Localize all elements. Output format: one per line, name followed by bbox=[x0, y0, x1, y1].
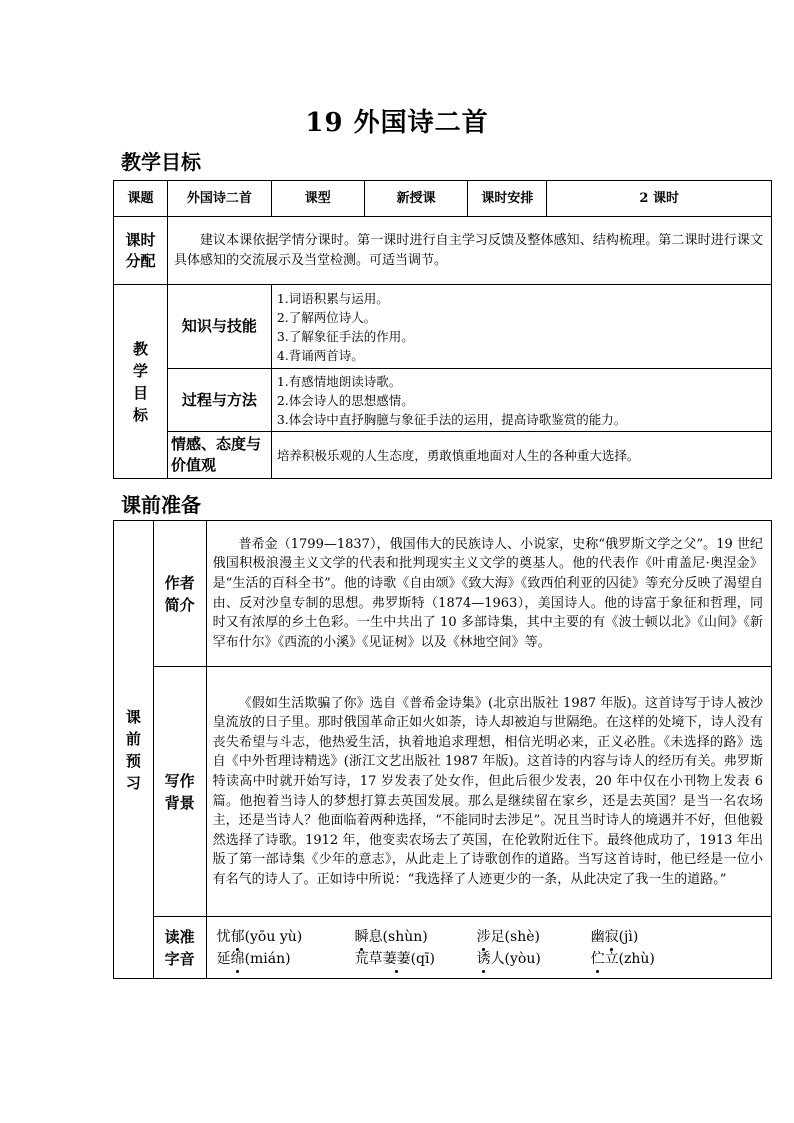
pronunciation-item: 延绵(mián) bbox=[217, 948, 355, 970]
pronunciation-item: 幽寂(jì) bbox=[591, 926, 711, 948]
value-schedule: 2 课时 bbox=[547, 181, 772, 217]
knowledge-item: 1.词语积累与运用。 bbox=[276, 290, 389, 306]
period-allocation-text: 建议本课依据学情分课时。第一课时进行自主学习反馈及整体感知、结构梳理。第二课时进行课文具体感知的交流展示及当堂检测。可适当调节。 bbox=[173, 232, 763, 268]
pronunciation-item: 伫立(zhù) bbox=[591, 948, 711, 970]
label-author bbox=[153, 521, 206, 667]
pronunciation-item: 忧郁(yōu yù) bbox=[217, 926, 355, 948]
label-emotion bbox=[167, 432, 271, 479]
pronunciation-label-text: 读准字音 bbox=[164, 927, 195, 968]
background-label-text: 写作背景 bbox=[164, 771, 195, 812]
background-text: 《假如生活欺骗了你》选自《普希金诗集》(北京出版社 1987 年版)。这首诗写于诗人被沙皇流放的日子里。那时俄国革命正如火如荼，诗人却被迫与世隔绝。在这样的处境下，诗人没有丧失希望与斗志，他热爱生活，执着地追求理想，相信光明必来，正义必胜。《未选择的路》选自《中外哲理诗精选》(浙江文艺出版社 1987 年版)。这首诗的内容与诗人的经历有关。弗罗斯特读高中时就开始写诗，17 岁发表了处女作，但此后很少发表，20 年中仅在小刊物上发表 6 篇。他抱着当诗人的梦想打算去英国发展。那么是继续留在家乡，还是去英国？是当一名农场主，还是当诗人？他面临着两种选择，“不能同时去涉足”。况且当时诗人的境遇并不好，但他毅然选择了诗歌。1912 年，他变卖农场去了英国，在伦敦附近住下。最终他成功了，1913 年出版了第一部诗集《少年的意志》，从此走上了诗歌创作的道路。当写这首诗时，他已经是一位小有名气的诗人了。正如诗中所说：“我选择了人迹更少的一条，从此决定了我一生的道路。” bbox=[212, 695, 763, 887]
period-allocation-cell bbox=[167, 217, 771, 285]
pronunciation-list bbox=[207, 926, 771, 970]
emotion-cell bbox=[271, 432, 771, 479]
label-preview bbox=[114, 521, 154, 979]
document-title: 19 外国诗二首 bbox=[305, 108, 489, 138]
process-list bbox=[271, 369, 771, 432]
label-knowledge: 知识与技能 bbox=[167, 285, 271, 369]
section-heading-prep: 课前准备 bbox=[121, 493, 201, 517]
knowledge-list bbox=[271, 285, 771, 369]
process-item: 2.体会诗人的思想感情。 bbox=[276, 392, 414, 408]
author-cell bbox=[206, 521, 771, 667]
emotion-text: 培养积极乐观的人生态度，勇敢慎重地面对人生的各种重大选择。 bbox=[276, 447, 640, 463]
label-process: 过程与方法 bbox=[167, 369, 271, 432]
prep-table bbox=[113, 520, 772, 979]
background-cell bbox=[206, 667, 771, 917]
period-allocation-label-text: 课时分配 bbox=[125, 230, 156, 270]
label-background bbox=[153, 667, 206, 917]
label-teaching-goals bbox=[114, 285, 168, 479]
label-schedule: 课时安排 bbox=[468, 181, 547, 217]
label-period-allocation bbox=[114, 217, 168, 285]
knowledge-item: 2.了解两位诗人。 bbox=[276, 309, 377, 325]
pronunciation-cell bbox=[206, 917, 771, 979]
section-heading-goals: 教学目标 bbox=[121, 150, 201, 174]
pronunciation-item: 诱人(yòu) bbox=[477, 948, 591, 970]
author-text: 普希金（1799—1837），俄国伟大的民族诗人、小说家，史称“俄罗斯文学之父”。19 世纪俄国积极浪漫主义文学的代表和批判现实主义文学的奠基人。他的代表作《叶甫盖尼·奥涅金》是“生活的百科全书”。他的诗歌《自由颂》《致大海》《致西伯利亚的囚徒》等充分反映了渴望自由、反对沙皇专制的思想。弗罗斯特（1874—1963），美国诗人。他的诗富于象征和哲理，同时又有浓厚的乡土色彩。一生中共出了 10 多部诗集，其中主要的有《波士顿以北》《山间》《新罕布什尔》《西流的小溪》《见证树》以及《林地空间》等。 bbox=[212, 536, 763, 650]
pronunciation-item: 瞬息(shùn) bbox=[355, 926, 477, 948]
label-course-type: 课型 bbox=[271, 181, 364, 217]
pronunciation-item: 涉足(shè) bbox=[477, 926, 591, 948]
value-course-title: 外国诗二首 bbox=[167, 181, 271, 217]
knowledge-item: 3.了解象征手法的作用。 bbox=[276, 328, 414, 344]
label-pronunciation bbox=[153, 917, 206, 979]
goals-table bbox=[113, 180, 772, 479]
label-course-title: 课题 bbox=[114, 181, 168, 217]
teaching-goals-label-text: 教学目标 bbox=[132, 339, 148, 424]
process-item: 3.体会诗中直抒胸臆与象征手法的运用，提高诗歌鉴赏的能力。 bbox=[276, 411, 627, 427]
pronunciation-item: 荒草萋萋(qī) bbox=[355, 948, 477, 970]
author-label-text: 作者简介 bbox=[164, 573, 195, 614]
process-item: 1.有感情地朗读诗歌。 bbox=[276, 373, 402, 389]
emotion-label-text: 情感、态度与价值观 bbox=[170, 435, 261, 474]
value-course-type: 新授课 bbox=[364, 181, 468, 217]
knowledge-item: 4.背诵两首诗。 bbox=[276, 347, 364, 363]
preview-label-text: 课前预习 bbox=[125, 707, 141, 792]
